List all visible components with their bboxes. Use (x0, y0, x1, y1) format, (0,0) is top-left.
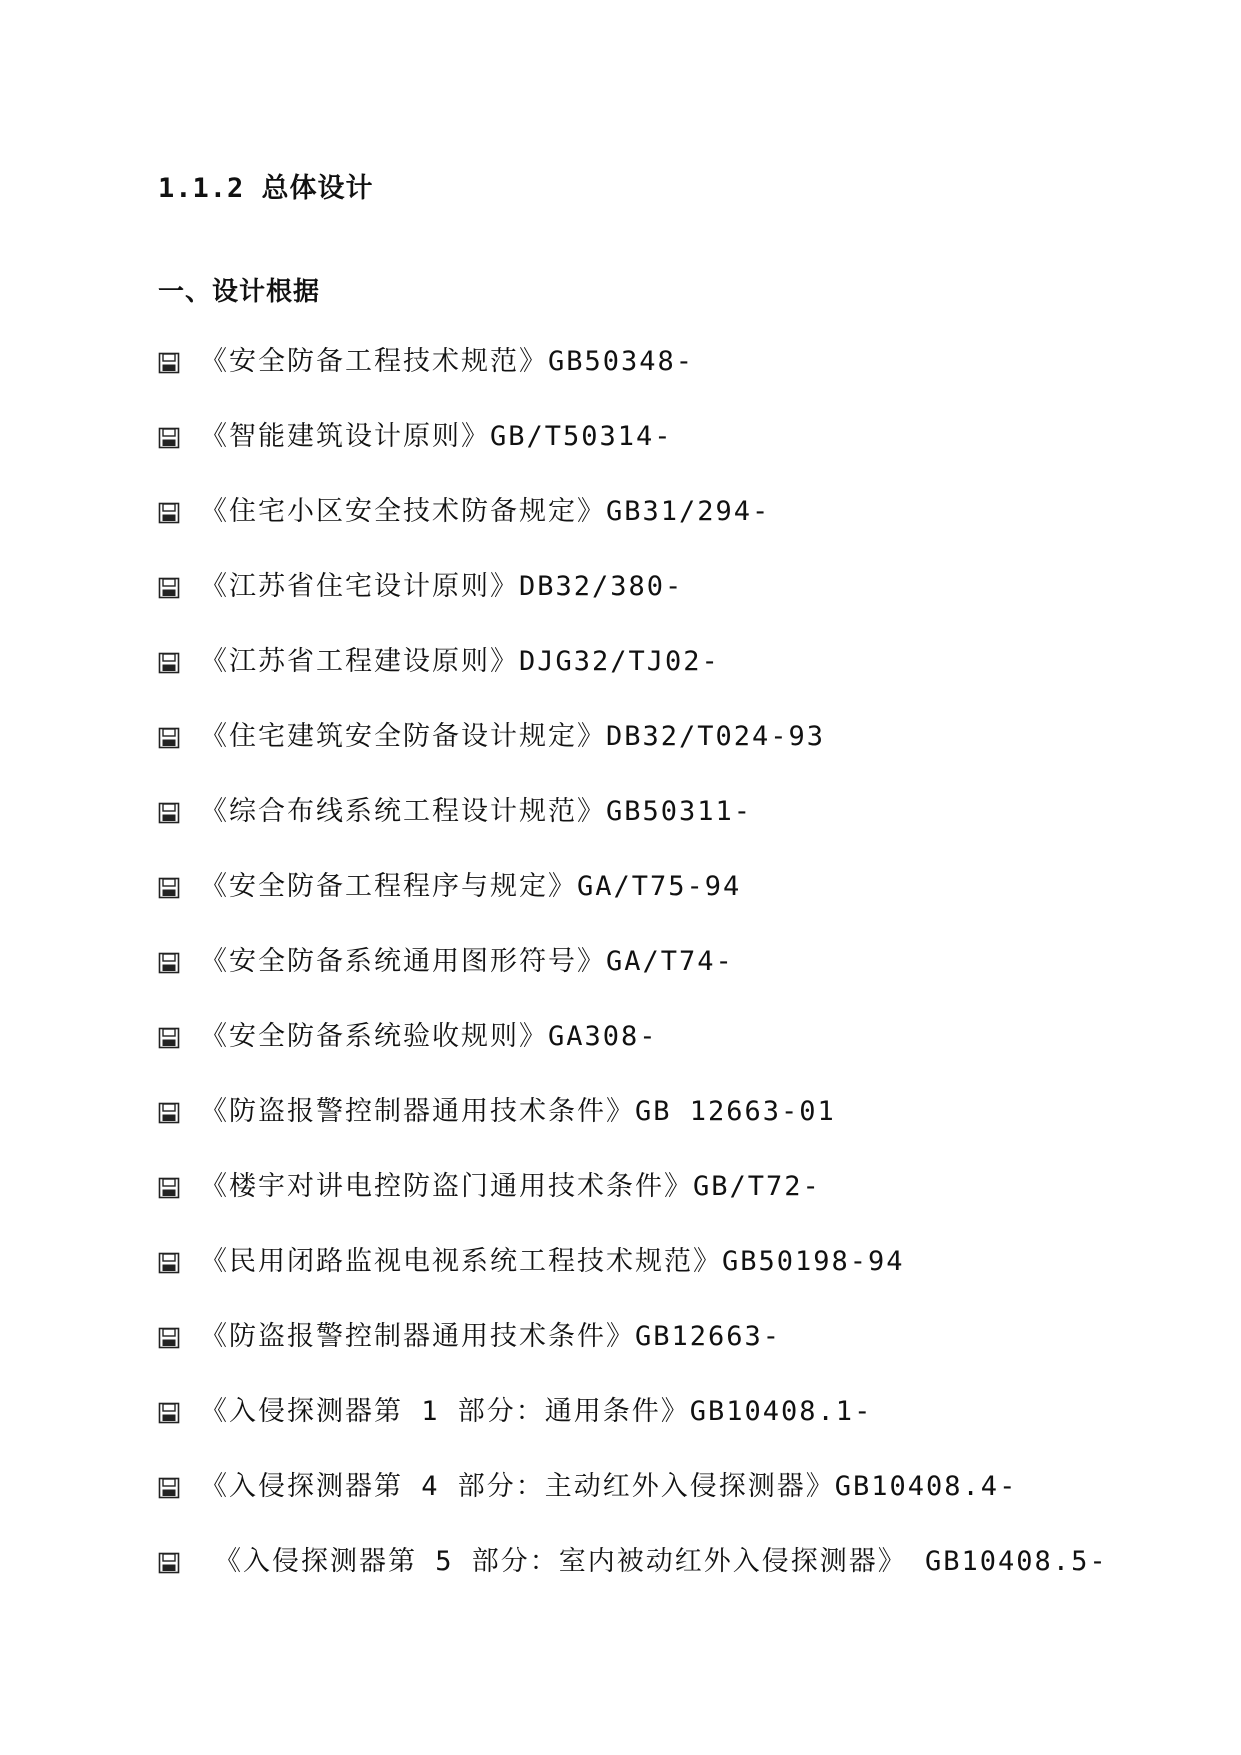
floppy-disk-icon (158, 1027, 180, 1049)
reference-text: 《防盗报警控制器通用技术条件》GB12663- (200, 1321, 782, 1352)
reference-text: 《江苏省工程建设原则》DJG32/TJ02- (200, 646, 720, 677)
list-item (158, 1244, 1158, 1319)
list-item (158, 644, 1158, 719)
list-item (158, 1094, 1158, 1169)
floppy-disk-icon (158, 577, 180, 599)
list-item (158, 944, 1158, 1019)
floppy-disk-icon (158, 1177, 180, 1199)
floppy-disk-icon (158, 1252, 180, 1274)
list-item (158, 494, 1158, 569)
floppy-disk-icon (158, 427, 180, 449)
reference-text: 《江苏省住宅设计原则》DB32/380- (200, 571, 684, 602)
reference-text: 《智能建筑设计原则》GB/T50314- (200, 421, 673, 452)
reference-text: 《住宅小区安全技术防备规定》GB31/294- (200, 496, 771, 527)
list-item (158, 419, 1158, 494)
list-item (158, 1394, 1158, 1469)
floppy-disk-icon (158, 1102, 180, 1124)
reference-text: 《安全防备工程技术规范》GB50348- (200, 346, 695, 377)
list-item (158, 1544, 1158, 1619)
reference-text: 《综合布线系统工程设计规范》GB50311- (200, 796, 753, 827)
reference-text: 《安全防备工程程序与规定》GA/T75-94 (200, 871, 742, 902)
reference-text: 《住宅建筑安全防备设计规定》DB32/T024-93 (200, 721, 826, 752)
reference-list (158, 344, 1158, 1619)
floppy-disk-icon (158, 352, 180, 374)
reference-text: 《入侵探测器第 4 部分：主动红外入侵探测器》GB10408.4- (200, 1471, 1018, 1502)
reference-text: 《安全防备系统通用图形符号》GA/T74- (200, 946, 734, 977)
floppy-disk-icon (158, 502, 180, 524)
list-item (158, 1169, 1158, 1244)
floppy-disk-icon (158, 652, 180, 674)
floppy-disk-icon (158, 1327, 180, 1349)
reference-text: 《楼宇对讲电控防盗门通用技术条件》GB/T72- (200, 1171, 821, 1202)
reference-text: 《防盗报警控制器通用技术条件》GB 12663-01 (200, 1096, 836, 1127)
floppy-disk-icon (158, 727, 180, 749)
reference-text: 《民用闭路监视电视系统工程技术规范》GB50198-94 (200, 1246, 905, 1277)
list-item (158, 569, 1158, 644)
subsection-heading: 一、设计根据 (158, 277, 321, 307)
floppy-disk-icon (158, 1402, 180, 1424)
floppy-disk-icon (158, 877, 180, 899)
section-heading: 1.1.2 总体设计 (158, 173, 374, 204)
reference-text: 《入侵探测器第 1 部分：通用条件》GB10408.1- (200, 1396, 873, 1427)
reference-text: 《入侵探测器第 5 部分：室内被动红外入侵探测器》 GB10408.5- (214, 1546, 1108, 1577)
list-item (158, 869, 1158, 944)
list-item (158, 344, 1158, 419)
reference-text: 《安全防备系统验收规则》GA308- (200, 1021, 658, 1052)
list-item (158, 1469, 1158, 1544)
list-item (158, 719, 1158, 794)
list-item (158, 794, 1158, 869)
floppy-disk-icon (158, 952, 180, 974)
floppy-disk-icon (158, 1477, 180, 1499)
list-item (158, 1319, 1158, 1394)
floppy-disk-icon (158, 802, 180, 824)
floppy-disk-icon (158, 1552, 180, 1574)
list-item (158, 1019, 1158, 1094)
